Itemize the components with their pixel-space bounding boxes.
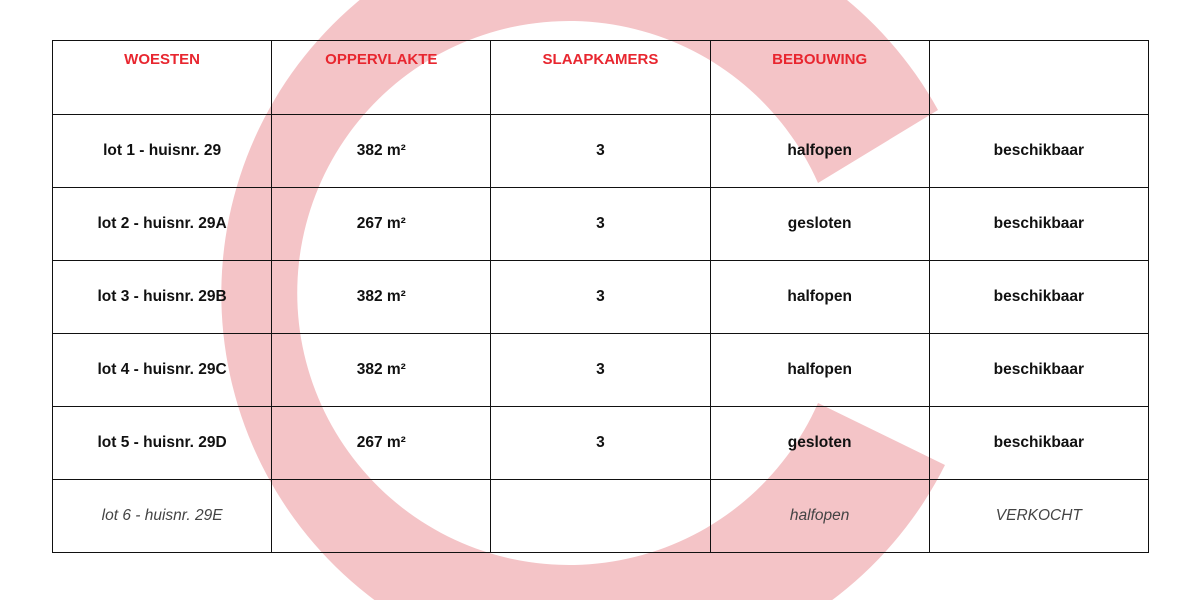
header-woesten: WOESTEN	[53, 41, 272, 115]
lots-table	[52, 40, 1149, 553]
header-status	[929, 41, 1148, 115]
cell-status: beschikbaar	[929, 261, 1148, 334]
cell-building: halfopen	[710, 334, 929, 407]
table-row	[53, 261, 1149, 334]
cell-building: gesloten	[710, 407, 929, 480]
cell-bedrooms: 3	[491, 115, 710, 188]
cell-area: 267 m²	[272, 407, 491, 480]
cell-status: beschikbaar	[929, 115, 1148, 188]
cell-lot: lot 4 - huisnr. 29C	[53, 334, 272, 407]
cell-bedrooms: 3	[491, 188, 710, 261]
cell-bedrooms: 3	[491, 407, 710, 480]
cell-lot: lot 1 - huisnr. 29	[53, 115, 272, 188]
table-row	[53, 115, 1149, 188]
cell-building: halfopen	[710, 115, 929, 188]
cell-area: 382 m²	[272, 115, 491, 188]
header-oppervlakte: OPPERVLAKTE	[272, 41, 491, 115]
cell-lot: lot 5 - huisnr. 29D	[53, 407, 272, 480]
cell-status: VERKOCHT	[929, 480, 1148, 553]
cell-area: 382 m²	[272, 261, 491, 334]
cell-status: beschikbaar	[929, 407, 1148, 480]
table-row	[53, 407, 1149, 480]
cell-lot: lot 3 - huisnr. 29B	[53, 261, 272, 334]
cell-bedrooms: 3	[491, 261, 710, 334]
cell-building: halfopen	[710, 480, 929, 553]
cell-lot: lot 6 - huisnr. 29E	[53, 480, 272, 553]
cell-building: gesloten	[710, 188, 929, 261]
cell-bedrooms	[491, 480, 710, 553]
table-header-row	[53, 41, 1149, 115]
header-slaapkamers: SLAAPKAMERS	[491, 41, 710, 115]
cell-lot: lot 2 - huisnr. 29A	[53, 188, 272, 261]
cell-bedrooms: 3	[491, 334, 710, 407]
cell-area	[272, 480, 491, 553]
table-row	[53, 188, 1149, 261]
header-bebouwing: BEBOUWING	[710, 41, 929, 115]
table-row-sold	[53, 480, 1149, 553]
table-row	[53, 334, 1149, 407]
cell-status: beschikbaar	[929, 188, 1148, 261]
cell-building: halfopen	[710, 261, 929, 334]
cell-status: beschikbaar	[929, 334, 1148, 407]
cell-area: 267 m²	[272, 188, 491, 261]
cell-area: 382 m²	[272, 334, 491, 407]
